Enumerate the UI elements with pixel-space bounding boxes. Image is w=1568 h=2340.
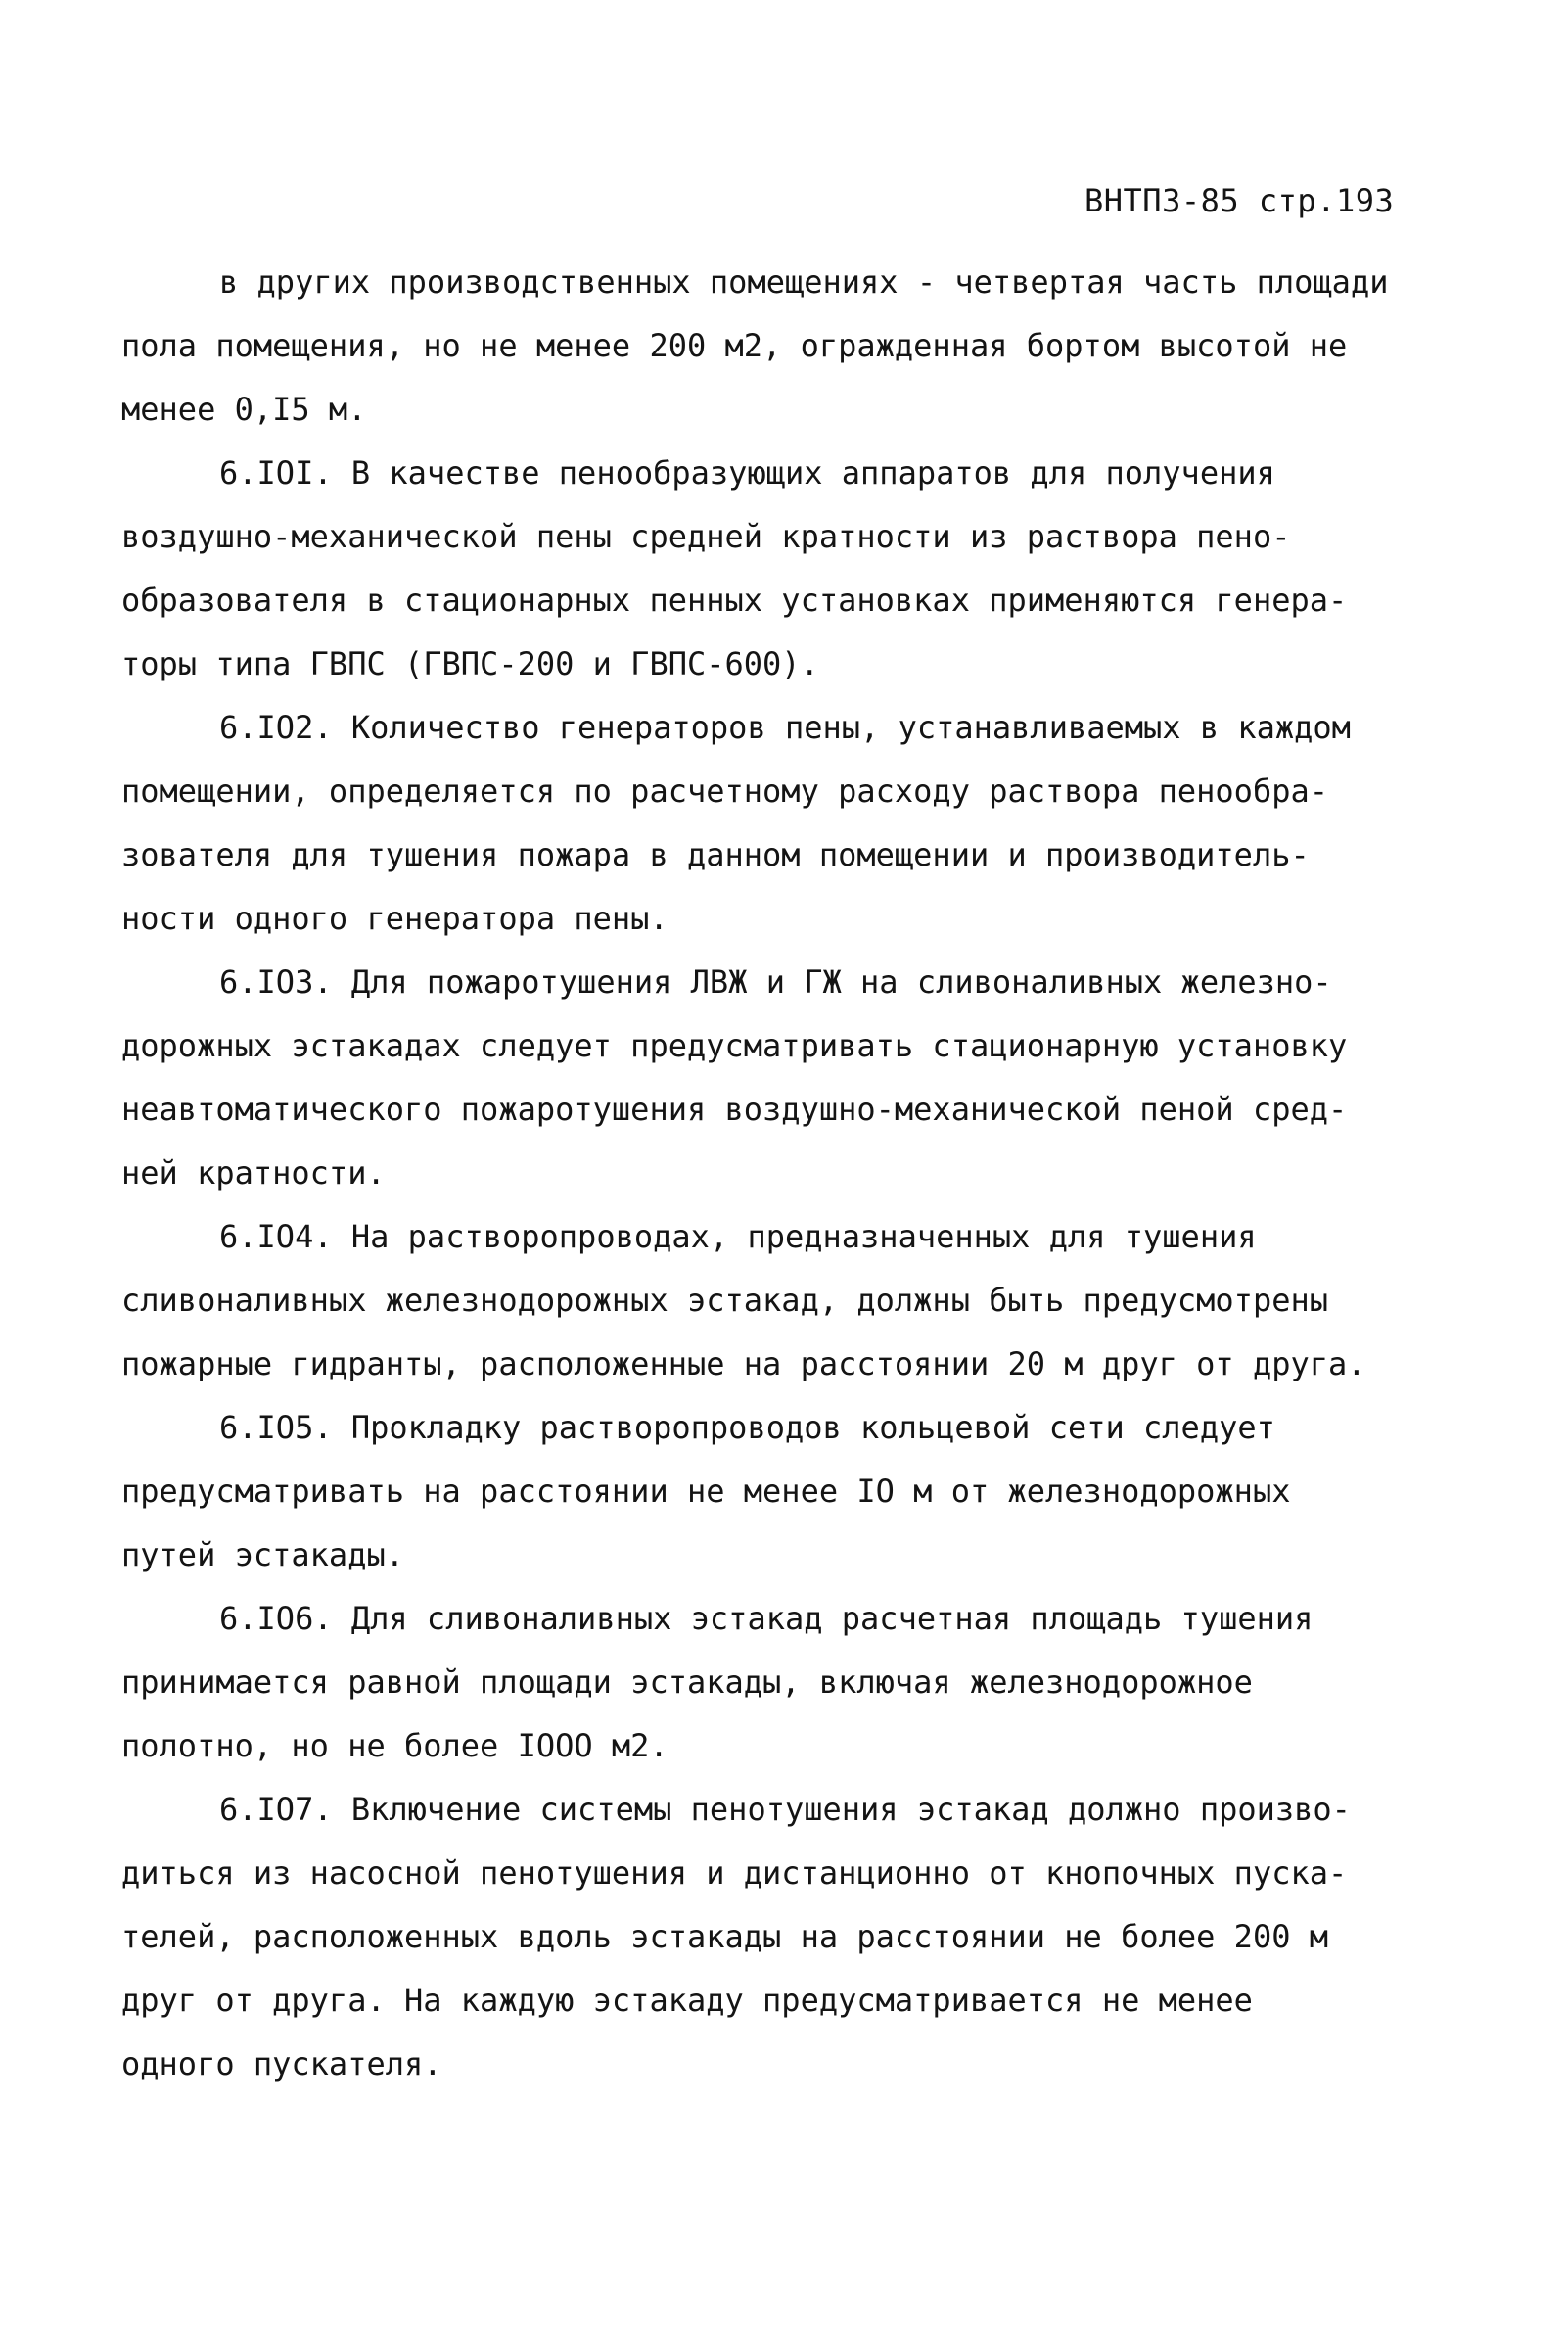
text-line: помещении, определяется по расчетному расходу раствора пенообра- [121, 772, 1328, 810]
text-line: 6.IO3. Для пожаротушения ЛВЖ и ГЖ на сливоналивных железно- [219, 963, 1332, 1001]
text-line: пола помещения, но не менее 200 м2, огражденная бортом высотой не [121, 327, 1348, 364]
text-line: сливоналивных железнодорожных эстакад, должны быть предусмотрены [121, 1282, 1328, 1319]
text-line: ней кратности. [121, 1154, 386, 1192]
text-line: 6.IOI. В качестве пенообразующих аппаратов для получения [219, 454, 1275, 491]
text-line: принимается равной площади эстакады, включая железнодорожное [121, 1663, 1253, 1701]
text-line: воздушно-механической пены средней кратности из раствора пено- [121, 518, 1291, 555]
text-line: менее 0,I5 м. [121, 391, 367, 428]
text-line: диться из насосной пенотушения и дистанционно от кнопочных пуска- [121, 1854, 1348, 1892]
text-line: предусматривать на расстоянии не менее IO м от железнодорожных [121, 1473, 1291, 1510]
text-line: зователя для тушения пожара в данном помещении и производитель- [121, 836, 1310, 873]
text-line: телей, расположенных вдоль эстакады на расстоянии не более 200 м [121, 1918, 1328, 1955]
text-line: полотно, но не более IOOO м2. [121, 1727, 669, 1764]
text-line: путей эстакады. [121, 1536, 404, 1573]
text-line: одного пускателя. [121, 2045, 442, 2083]
text-line: неавтоматического пожаротушения воздушно-механической пеной сред- [121, 1091, 1348, 1128]
text-line: 6.IO4. На растворопроводах, предназначенных для тушения [219, 1218, 1257, 1255]
text-line: ности одного генератора пены. [121, 900, 669, 937]
text-line: 6.IO5. Прокладку растворопроводов кольцевой сети следует [219, 1409, 1275, 1446]
text-line: образователя в стационарных пенных установках применяются генера- [121, 582, 1348, 619]
text-line: 6.IO6. Для сливоналивных эстакад расчетная площадь тушения [219, 1600, 1314, 1637]
page-header: ВНТПЗ-85 стр.193 [1084, 182, 1395, 219]
text-line: 6.IO7. Включение системы пенотушения эстакад должно произво- [219, 1791, 1351, 1828]
text-line: в других производственных помещениях - четвертая часть площади [219, 263, 1389, 301]
text-line: 6.IO2. Количество генераторов пены, устанавливаемых в каждом [219, 709, 1351, 746]
text-line: дорожных эстакадах следует предусматривать стационарную установку [121, 1027, 1348, 1064]
text-line: друг от друга. На каждую эстакаду предусматривается не менее [121, 1982, 1253, 2019]
text-line: пожарные гидранты, расположенные на расстоянии 20 м друг от друга. [121, 1345, 1366, 1382]
text-line: торы типа ГВПС (ГВПС-200 и ГВПС-600). [121, 645, 819, 682]
